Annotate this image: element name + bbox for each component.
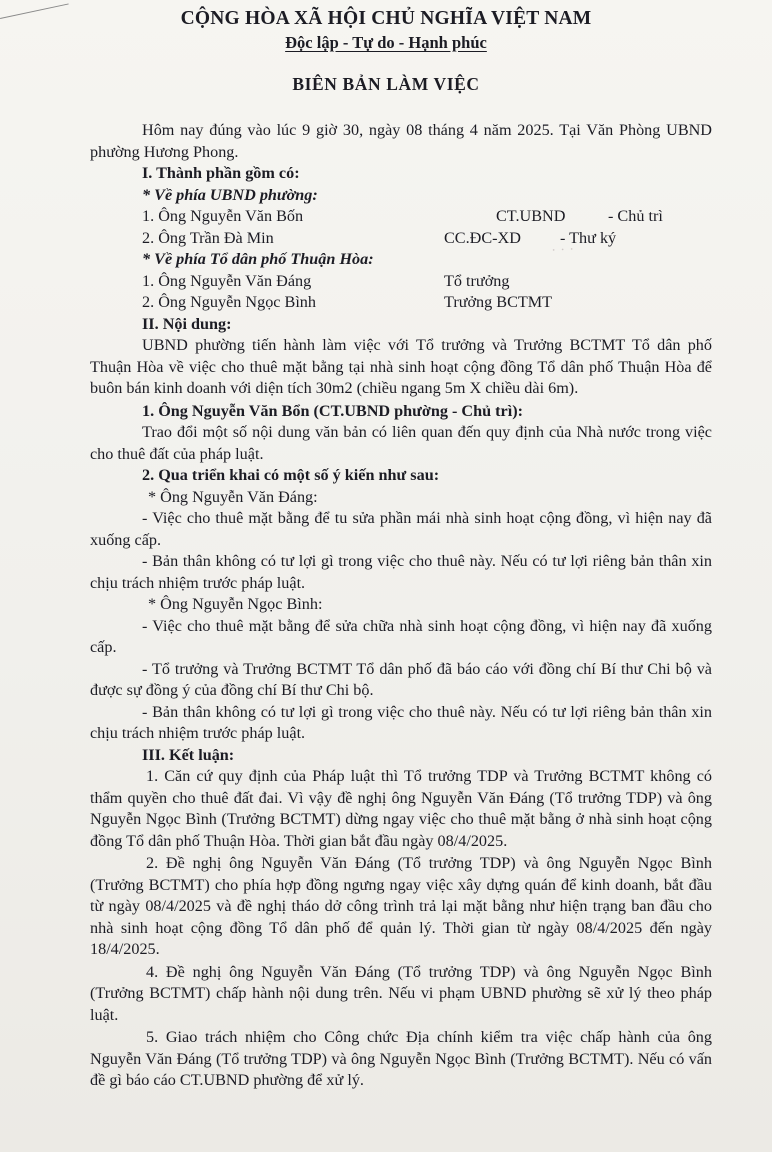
member-duty: - Thư ký <box>560 228 617 247</box>
opinion-person-2: * Ông Nguyễn Ngọc Bình: <box>148 595 323 613</box>
member-duty: - Chủ trì <box>608 207 663 225</box>
member-name: 2. Ông Nguyễn Ngọc Bình <box>142 293 316 311</box>
conclusion-item: 4. Đề nghị ông Nguyễn Văn Đáng (Tổ trưởng TDP) và ông Nguyễn Ngọc Bình (Trưởng BCTMT) chấp hành nội dung trên. Nếu vi phạm UBND phường sẽ xử lý theo pháp luật. <box>90 962 712 1024</box>
national-motto: Độc lập - Tự do - Hạnh phúc <box>285 33 487 52</box>
member-name: 2. Ông Trần Đà Min <box>142 228 274 247</box>
opinion-item: - Việc cho thuê mặt bằng để tu sửa phần mái nhà sinh hoạt cộng đồng, vì hiện nay đã xuống cấp. <box>90 509 712 549</box>
opinion-item: - Bản thân không có tư lợi gì trong việc cho thuê này. Nếu có tư lợi riêng bản thân xin chịu trách nhiệm trước pháp luật. <box>90 552 712 592</box>
subsection-1-heading: 1. Ông Nguyễn Văn Bổn (CT.UBND phường - Chủ trì): <box>142 401 524 420</box>
side-tdp-heading: * Về phía Tổ dân phố Thuận Hòa: <box>142 250 374 268</box>
national-title: CỘNG HÒA XÃ HỘI CHỦ NGHĨA VIỆT NAM <box>180 8 592 29</box>
document-body <box>90 120 712 1092</box>
subsection-1-paragraph: Trao đổi một số nội dung văn bản có liên quan đến quy định của Nhà nước trong việc cho thuê đất của pháp luật. <box>90 423 712 463</box>
member-role: CC.ĐC-XD <box>444 228 521 247</box>
section-3-heading: III. Kết luận: <box>142 745 235 764</box>
opinion-person-1: * Ông Nguyễn Văn Đáng: <box>148 487 318 506</box>
document-title: BIÊN BẢN LÀM VIỆC <box>292 74 480 94</box>
member-role: Tổ trưởng <box>444 271 510 290</box>
intro-paragraph: Hôm nay đúng vào lúc 9 giờ 30, ngày 08 tháng 4 năm 2025. Tại Văn Phòng UBND phường Hương Phong. <box>90 121 712 161</box>
opinion-item: - Tổ trưởng và Trưởng BCTMT Tổ dân phố đã báo cáo với đồng chí Bí thư Chi bộ và được sự đồng ý của đồng chí Bí thư Chi bộ. <box>90 659 712 699</box>
section-1-heading: I. Thành phần gồm có: <box>142 164 300 182</box>
document-header <box>0 6 772 95</box>
member-name: 1. Ông Nguyễn Văn Đáng <box>142 271 312 290</box>
section-2-paragraph: UBND phường tiến hành làm việc với Tổ trưởng và Trưởng BCTMT Tổ dân phố Thuận Hòa về việc cho thuê mặt bằng tại nhà sinh hoạt cộng đồng Tổ dân phố Thuận Hòa để buôn bán kinh doanh với diện tích 30m2 (chiều ngang 5m X chiều dài 6m). <box>90 336 712 397</box>
opinion-item: - Bản thân không có tư lợi gì trong việc cho thuê này. Nếu có tư lợi riêng bản thân xin chịu trách nhiệm trước pháp luật. <box>90 702 712 742</box>
conclusion-item: 1. Căn cứ quy định của Pháp luật thì Tổ trưởng TDP và Trưởng BCTMT không có thẩm quyền cho thuê đất đai. Vì vậy đề nghị ông Nguyễn Văn Đáng (Tổ trưởng TDP) và ông Nguyễn Ngọc Bình (Trưởng BCTMT) dừng ngay việc cho thuê mặt bằng ở nhà sinh hoạt cộng đồng Tổ dân phố Thuận Hòa. Thời gian bắt đầu ngày 08/4/2025. <box>90 767 712 850</box>
member-role: CT.UBND <box>496 207 566 225</box>
subsection-2-heading: 2. Qua triển khai có một số ý kiến như sau: <box>142 466 440 484</box>
member-name: 1. Ông Nguyễn Văn Bốn <box>142 207 304 225</box>
tdp-member-row <box>90 292 712 314</box>
ubnd-member-row <box>90 228 712 250</box>
opinion-item: - Việc cho thuê mặt bằng để sửa chữa nhà sinh hoạt cộng đồng, vì hiện nay đã xuống cấp. <box>90 616 712 656</box>
ubnd-member-row <box>90 206 712 228</box>
conclusion-item: 5. Giao trách nhiệm cho Công chức Địa chính kiểm tra việc chấp hành của ông Nguyễn Văn Đáng (Tổ trưởng TDP) và ông Nguyễn Ngọc Bình (Trưởng BCTMT). Nếu có vấn đề gì báo cáo CT.UBND phường để xử lý. <box>90 1028 712 1089</box>
section-2-heading: II. Nội dung: <box>142 314 232 333</box>
side-ubnd-heading: * Về phía UBND phường: <box>142 185 318 204</box>
faint-stamp-mark: ∙ ∙ ∙ <box>551 242 575 259</box>
conclusion-item: 2. Đề nghị ông Nguyễn Văn Đáng (Tổ trưởng TDP) và ông Nguyễn Ngọc Bình (Trưởng BCTMT) cho phía hợp đồng ngưng ngay việc xây dựng quán để kinh doanh, bắt đầu từ ngày 08/4/2025 và đề nghị tháo dở công trình trả lại mặt bằng như hiện trạng ban đầu cho nhà sinh hoạt cộng đồng Tổ dân phố để quản lý. Thời gian từ ngày 08/4/2025 đến ngày 18/4/2025. <box>90 854 712 958</box>
member-role: Trưởng BCTMT <box>444 293 553 311</box>
tdp-member-row <box>90 271 712 293</box>
